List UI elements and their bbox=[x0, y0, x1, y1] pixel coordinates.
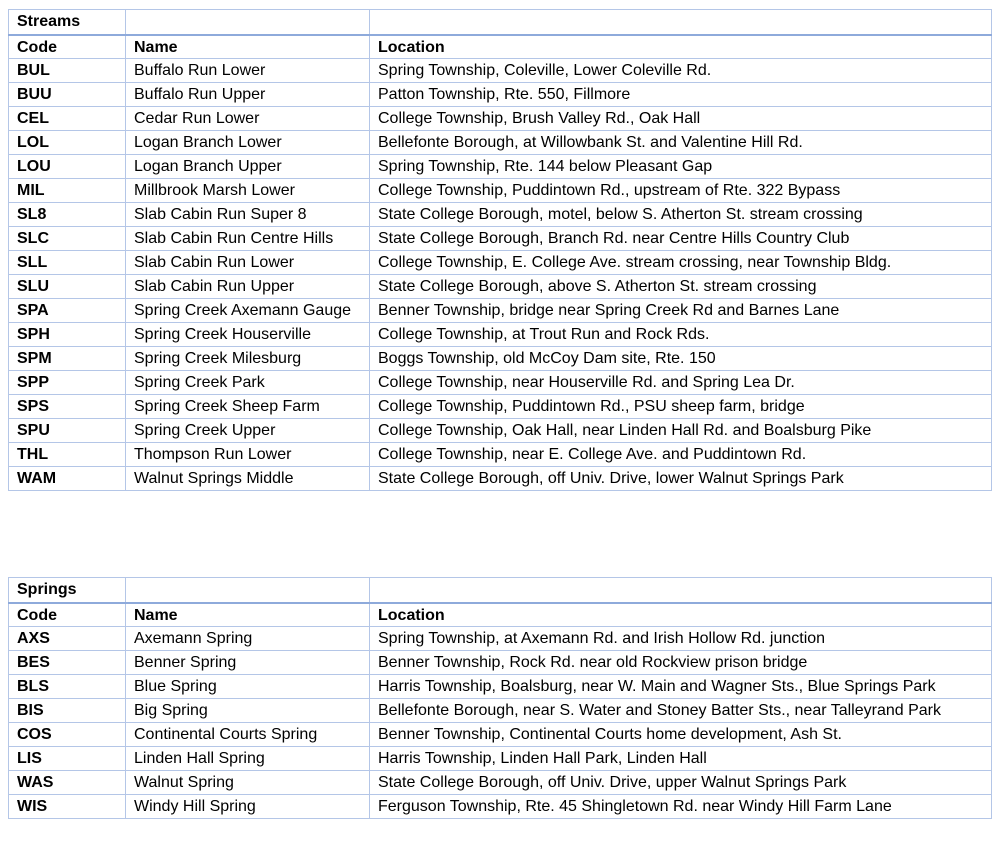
cell-code: SLC bbox=[9, 227, 126, 251]
table-row bbox=[9, 651, 992, 675]
section-title-row bbox=[9, 578, 992, 604]
table-row bbox=[9, 747, 992, 771]
cell-name: Linden Hall Spring bbox=[126, 747, 370, 771]
column-header-location: Location bbox=[370, 35, 992, 59]
cell-name: Spring Creek Sheep Farm bbox=[126, 395, 370, 419]
cell-code: CEL bbox=[9, 107, 126, 131]
cell-name: Slab Cabin Run Upper bbox=[126, 275, 370, 299]
cell-code: SPH bbox=[9, 323, 126, 347]
cell-code: LIS bbox=[9, 747, 126, 771]
table-row bbox=[9, 627, 992, 651]
cell-code: THL bbox=[9, 443, 126, 467]
table-row bbox=[9, 467, 992, 491]
table-row bbox=[9, 347, 992, 371]
cell-location: Spring Township, Coleville, Lower Coleville Rd. bbox=[370, 59, 992, 83]
cell-name: Spring Creek Axemann Gauge bbox=[126, 299, 370, 323]
table-row bbox=[9, 371, 992, 395]
cell-name: Walnut Springs Middle bbox=[126, 467, 370, 491]
table-row bbox=[9, 395, 992, 419]
cell-location: Benner Township, Continental Courts home development, Ash St. bbox=[370, 723, 992, 747]
table-row bbox=[9, 699, 992, 723]
cell-location: Harris Township, Linden Hall Park, Linden Hall bbox=[370, 747, 992, 771]
cell-name: Thompson Run Lower bbox=[126, 443, 370, 467]
cell-location: College Township, near Houserville Rd. and Spring Lea Dr. bbox=[370, 371, 992, 395]
cell-location: Ferguson Township, Rte. 45 Shingletown Rd. near Windy Hill Farm Lane bbox=[370, 795, 992, 819]
table-row bbox=[9, 155, 992, 179]
cell-location: College Township, Oak Hall, near Linden Hall Rd. and Boalsburg Pike bbox=[370, 419, 992, 443]
section-title: Streams bbox=[9, 10, 126, 36]
cell-location: College Township, Brush Valley Rd., Oak Hall bbox=[370, 107, 992, 131]
cell-name: Slab Cabin Run Super 8 bbox=[126, 203, 370, 227]
cell-name: Continental Courts Spring bbox=[126, 723, 370, 747]
cell-name: Blue Spring bbox=[126, 675, 370, 699]
cell-location: Bellefonte Borough, at Willowbank St. and Valentine Hill Rd. bbox=[370, 131, 992, 155]
cell-location: State College Borough, off Univ. Drive, upper Walnut Springs Park bbox=[370, 771, 992, 795]
table-row bbox=[9, 299, 992, 323]
cell-name: Windy Hill Spring bbox=[126, 795, 370, 819]
cell-name: Logan Branch Lower bbox=[126, 131, 370, 155]
cell-code: LOL bbox=[9, 131, 126, 155]
empty-cell bbox=[126, 10, 370, 36]
section-title-row bbox=[9, 10, 992, 36]
column-header-name: Name bbox=[126, 35, 370, 59]
cell-name: Spring Creek Upper bbox=[126, 419, 370, 443]
empty-cell bbox=[370, 10, 992, 36]
table-row bbox=[9, 251, 992, 275]
empty-cell bbox=[126, 578, 370, 604]
empty-cell bbox=[370, 578, 992, 604]
table-row bbox=[9, 83, 992, 107]
cell-location: State College Borough, off Univ. Drive, lower Walnut Springs Park bbox=[370, 467, 992, 491]
cell-name: Logan Branch Upper bbox=[126, 155, 370, 179]
cell-code: SPP bbox=[9, 371, 126, 395]
cell-location: College Township, Puddintown Rd., PSU sheep farm, bridge bbox=[370, 395, 992, 419]
cell-location: College Township, E. College Ave. stream crossing, near Township Bldg. bbox=[370, 251, 992, 275]
cell-code: BIS bbox=[9, 699, 126, 723]
cell-location: Benner Township, bridge near Spring Creek Rd and Barnes Lane bbox=[370, 299, 992, 323]
cell-code: SPM bbox=[9, 347, 126, 371]
section-title: Springs bbox=[9, 578, 126, 604]
cell-location: Patton Township, Rte. 550, Fillmore bbox=[370, 83, 992, 107]
cell-location: Benner Township, Rock Rd. near old Rockview prison bridge bbox=[370, 651, 992, 675]
cell-location: State College Borough, motel, below S. Atherton St. stream crossing bbox=[370, 203, 992, 227]
cell-code: WAS bbox=[9, 771, 126, 795]
cell-name: Big Spring bbox=[126, 699, 370, 723]
cell-code: SLU bbox=[9, 275, 126, 299]
cell-location: College Township, Puddintown Rd., upstream of Rte. 322 Bypass bbox=[370, 179, 992, 203]
cell-code: SPA bbox=[9, 299, 126, 323]
cell-location: State College Borough, Branch Rd. near Centre Hills Country Club bbox=[370, 227, 992, 251]
cell-location: Boggs Township, old McCoy Dam site, Rte. 150 bbox=[370, 347, 992, 371]
table-row bbox=[9, 275, 992, 299]
cell-code: SLL bbox=[9, 251, 126, 275]
column-header-row bbox=[9, 603, 992, 627]
cell-code: AXS bbox=[9, 627, 126, 651]
cell-code: BUL bbox=[9, 59, 126, 83]
column-header-row bbox=[9, 35, 992, 59]
cell-location: State College Borough, above S. Atherton St. stream crossing bbox=[370, 275, 992, 299]
cell-code: WIS bbox=[9, 795, 126, 819]
table-row bbox=[9, 59, 992, 83]
cell-location: College Township, at Trout Run and Rock Rds. bbox=[370, 323, 992, 347]
table-row bbox=[9, 419, 992, 443]
column-header-code: Code bbox=[9, 35, 126, 59]
cell-name: Buffalo Run Lower bbox=[126, 59, 370, 83]
cell-name: Axemann Spring bbox=[126, 627, 370, 651]
cell-code: MIL bbox=[9, 179, 126, 203]
cell-name: Slab Cabin Run Centre Hills bbox=[126, 227, 370, 251]
table-row bbox=[9, 675, 992, 699]
cell-code: BUU bbox=[9, 83, 126, 107]
column-header-code: Code bbox=[9, 603, 126, 627]
table-row bbox=[9, 203, 992, 227]
cell-code: BES bbox=[9, 651, 126, 675]
table-row bbox=[9, 771, 992, 795]
cell-location: College Township, near E. College Ave. and Puddintown Rd. bbox=[370, 443, 992, 467]
cell-name: Benner Spring bbox=[126, 651, 370, 675]
cell-name: Slab Cabin Run Lower bbox=[126, 251, 370, 275]
cell-code: BLS bbox=[9, 675, 126, 699]
cell-code: SPU bbox=[9, 419, 126, 443]
cell-location: Spring Township, Rte. 144 below Pleasant Gap bbox=[370, 155, 992, 179]
cell-name: Cedar Run Lower bbox=[126, 107, 370, 131]
table-row bbox=[9, 107, 992, 131]
table-row bbox=[9, 227, 992, 251]
cell-name: Spring Creek Houserville bbox=[126, 323, 370, 347]
table-row bbox=[9, 723, 992, 747]
cell-name: Millbrook Marsh Lower bbox=[126, 179, 370, 203]
column-header-name: Name bbox=[126, 603, 370, 627]
cell-code: LOU bbox=[9, 155, 126, 179]
table-row bbox=[9, 795, 992, 819]
cell-name: Walnut Spring bbox=[126, 771, 370, 795]
table-row bbox=[9, 131, 992, 155]
column-header-location: Location bbox=[370, 603, 992, 627]
cell-name: Spring Creek Park bbox=[126, 371, 370, 395]
table-row bbox=[9, 323, 992, 347]
cell-location: Spring Township, at Axemann Rd. and Irish Hollow Rd. junction bbox=[370, 627, 992, 651]
springs-table bbox=[8, 577, 992, 819]
cell-name: Buffalo Run Upper bbox=[126, 83, 370, 107]
streams-table bbox=[8, 9, 992, 491]
cell-code: SPS bbox=[9, 395, 126, 419]
cell-location: Harris Township, Boalsburg, near W. Main and Wagner Sts., Blue Springs Park bbox=[370, 675, 992, 699]
cell-code: COS bbox=[9, 723, 126, 747]
table-row bbox=[9, 179, 992, 203]
cell-code: WAM bbox=[9, 467, 126, 491]
table-row bbox=[9, 443, 992, 467]
cell-name: Spring Creek Milesburg bbox=[126, 347, 370, 371]
cell-code: SL8 bbox=[9, 203, 126, 227]
cell-location: Bellefonte Borough, near S. Water and Stoney Batter Sts., near Talleyrand Park bbox=[370, 699, 992, 723]
